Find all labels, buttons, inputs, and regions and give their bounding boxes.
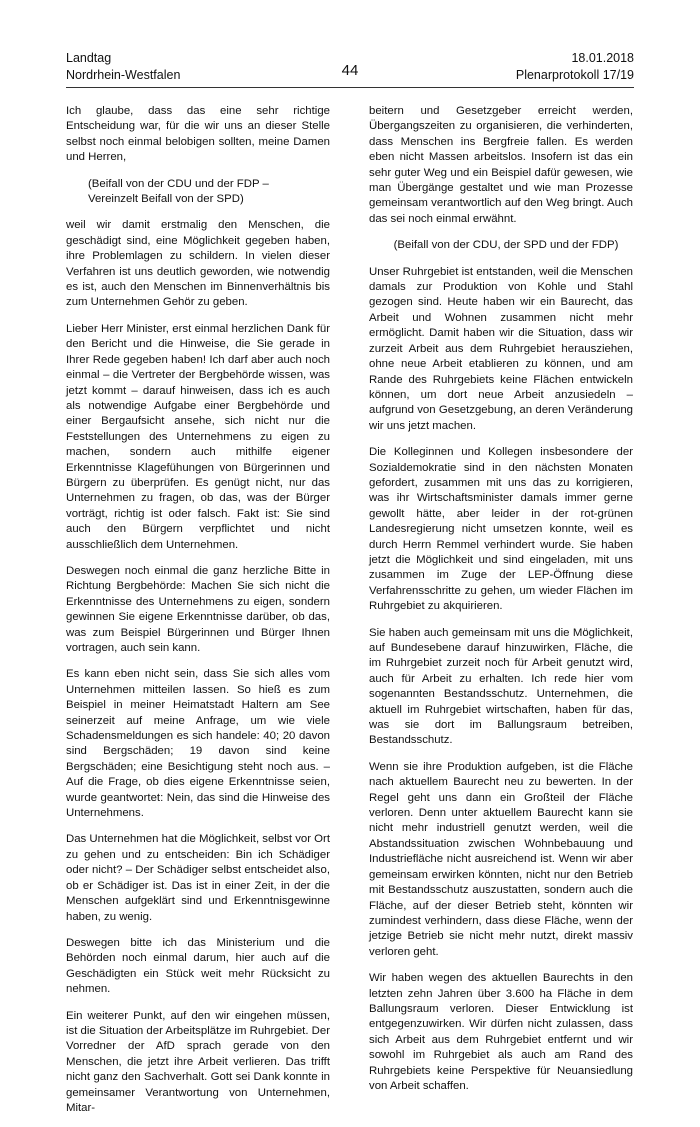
paragraph: Wenn sie ihre Produktion aufgeben, ist die Fläche nach aktuellem Baurecht neu zu bewerten. In der Regel geht uns dann ein Großteil der Fläche verloren. Denn unter aktuellem Baurecht kann sie nicht mehr industriell genutzt werden, weil die Abstandssituation zwischen Wohnbebauung und Industriefläche nicht ausreichend ist. Wenn wir aber gemeinsam erwirken könnten, nicht nur den Betrieb mit Bestandsschutz auszustatten, sondern auch die Fläche, auf der dieser Betrieb steht, könnten wir zumindest verhindern, dass diese Fläche, wenn der jetzige Betrieb sie nicht mehr nutzt, direkt massiv verloren geht. bbox=[369, 760, 633, 958]
paragraph: Deswegen noch einmal die ganz herzliche Bitte in Richtung Bergbehörde: Machen Sie sich nicht die Erkenntnisse des Unternehmens zu eigen, sondern gewinnen Sie eigene Erkenntnisse darüber, ob das, was zum Beispiel Bürgerinnen und Bürger Ihnen vortragen, auch sein kann. bbox=[66, 564, 330, 654]
header-right bbox=[516, 50, 634, 84]
header-parliament: Landtag bbox=[66, 51, 112, 65]
paragraph: Es kann eben nicht sein, dass Sie sich alles vom Unternehmen mitteilen lassen. So hieß es zum Beispiel in meiner Heimatstadt Haltern am See seinerzeit auf meine Anfrage, um wie viele Schadensmeldungen es sich handele: 40; 20 davon sind Bergschäden; 19 davon sind keine Bergschäden; eine Besichtigung steht noch aus. – Auf die Frage, ob dies eigene Erkenntnisse seien, wurde geantwortet: Nein, das sind die Hinweise des Unternehmens. bbox=[66, 668, 330, 820]
header-divider bbox=[66, 87, 634, 88]
left-column bbox=[66, 104, 330, 1127]
paragraph: beitern und Gesetzgeber erreicht werden, Übergangszeiten zu organisieren, die verhinderten, dass Menschen ins Bergfreie fallen. Es werden eben nicht Massen arbeitslos. Insofern ist das ein sehr guter Weg und ein Beispiel dafür gewesen, wie man Übergänge gestaltet und wie man Prozesse gemeinsam verantwortlich auf den Weg bringt. Auch das sei noch einmal erwähnt. bbox=[369, 105, 633, 225]
paragraph: Das Unternehmen hat die Möglichkeit, selbst vor Ort zu gehen und zu entscheiden: Bin ich Schädiger oder nicht? – Der Schädiger selbst entscheidet also, ob er Schädiger ist. Das ist in einer Zeit, in der die Menschen aufgeklärt sind und Erkenntnisgewinne haben, zu wenig. bbox=[66, 833, 330, 923]
page-header bbox=[66, 50, 634, 84]
right-column bbox=[369, 104, 633, 1105]
paragraph: Sie haben auch gemeinsam mit uns die Möglichkeit, auf Bundesebene darauf hinzuwirken, Fläche, die im Ruhrgebiet zurzeit noch für Arbeit genutzt wird, auch für Arbeit zu erhalten. Ich rede hier vom sogenannten Bestandsschutz. Unternehmen, die aktuell im Ruhrgebiet wirtschaften, haben für das, was sie dort im Ballungsraum betreiben, Bestandsschutz. bbox=[369, 626, 633, 747]
header-state: Nordrhein-Westfalen bbox=[66, 68, 181, 82]
paragraph: Ein weiterer Punkt, auf den wir eingehen müssen, ist die Situation der Arbeitsplätze im Ruhrgebiet. Der Vorredner der AfD sprach gerade von den Menschen, die jetzt ihre Arbeit verlieren. Das trifft nicht ganz den Sachverhalt. Gott sei Dank konnte in gemeinsamer Verantwortung von Unternehmen, Mitar- bbox=[66, 1009, 331, 1114]
interjection: (Beifall von der CDU, der SPD und der FDP) bbox=[393, 239, 619, 252]
paragraph: Die Kolleginnen und Kollegen insbesondere der Sozialdemokratie sind in den nächsten Monaten gefordert, zusammen mit uns das zu korrigieren, was ihr Wirtschaftsminister damals immer gerne gewollt hätte, aber leider in der rot-grünen Landesregierung nicht umsetzen konnte, weil es durch Herrn Remmel verhindert wurde. Sie haben jetzt die Möglichkeit und sind eingeladen, mit uns zusammen im Zuge der LEP-Öffnung diese Verfahrensschritte zu gehen, um wieder Flächen im Ruhrgebiet zu akquirieren. bbox=[369, 446, 633, 613]
paragraph: Deswegen bitte ich das Ministerium und die Behörden noch einmal darum, hier auch auf die Geschädigten ein Stück weit mehr Rücksicht zu nehmen. bbox=[66, 936, 330, 996]
header-protocol: Plenarprotokoll 17/19 bbox=[515, 68, 634, 82]
paragraph: weil wir damit erstmalig den Menschen, die geschädigt sind, eine Möglichkeit gegeben haben, ihre Problemlagen zu schildern. In vielen dieser Verfahren ist uns deutlich geworden, wie notwendig es ist, auch den Menschen im Binnenverhältnis bis zum Unternehmen Gehör zu geben. bbox=[66, 219, 330, 309]
interjection: (Beifall von der CDU und der FDP – Vereinzelt Beifall von der SPD) bbox=[88, 177, 269, 206]
paragraph: Lieber Herr Minister, erst einmal herzlichen Dank für den Bericht und die Hinweise, die Sie gerade in Ihrer Rede gegeben haben! Ich darf aber auch noch einmal – die Vertreter der Bergbehörde wissen, was jetzt kommt – darauf hinweisen, dass ich es auch als notwendige Aufgabe einer Bergbehörde und einer Bergaufsicht ansehe, sich nicht nur die Feststellungen des Unternehmens zu eigen zu machen, sondern auch mithilfe eigener Erkenntnisse Klagefühungen von Bürgerinnen und Bürgern zu überprüfen. Es genügt nicht, nur das Unternehmen zu fragen, ob das, was der Bürger vorträgt, richtig ist oder falsch. Fakt ist: Sie sind auch den Bürgern verpflichtet und nicht ausschließlich dem Unternehmen. bbox=[66, 322, 330, 551]
paragraph: Wir haben wegen des aktuellen Baurechts in den letzten zehn Jahren über 3.600 ha Fläche in dem Ballungsraum verloren. Dieser Entwicklung ist entgegenzuwirken. Wir dürfen nicht zulassen, dass sich Arbeit aus dem Ruhrgebiet entfernt und wir sowohl im Ruhrgebiet als auch am Rand des Ruhrgebiets keine Perspektive für Neuansiedlung von Arbeit schaffen. bbox=[369, 972, 633, 1092]
header-date: 18.01.2018 bbox=[571, 51, 634, 65]
paragraph: Ich glaube, dass das eine sehr richtige Entscheidung war, für die wir uns an dieser Stelle selbst noch einmal belobigen sollten, meine Damen und Herren, bbox=[66, 105, 330, 164]
paragraph: Unser Ruhrgebiet ist entstanden, weil die Menschen damals zur Produktion von Kohle und Stahl gezogen sind. Heute haben wir ein Baurecht, das Arbeit und Wohnen zusammen nicht mehr ermöglicht. Damit haben wir die Situation, dass wir zurzeit Arbeit aus dem Ruhrgebiet herausziehen, ohne neue Arbeit etablieren zu können, und am Rande des Ruhrgebiets keine Flächen entwickeln können, um dort neue Arbeit anzusiedeln – aufgrund von Gesetzgebung, an deren Veränderung wir uns jetzt machen. bbox=[369, 265, 633, 432]
page-number: 44 bbox=[341, 62, 359, 79]
